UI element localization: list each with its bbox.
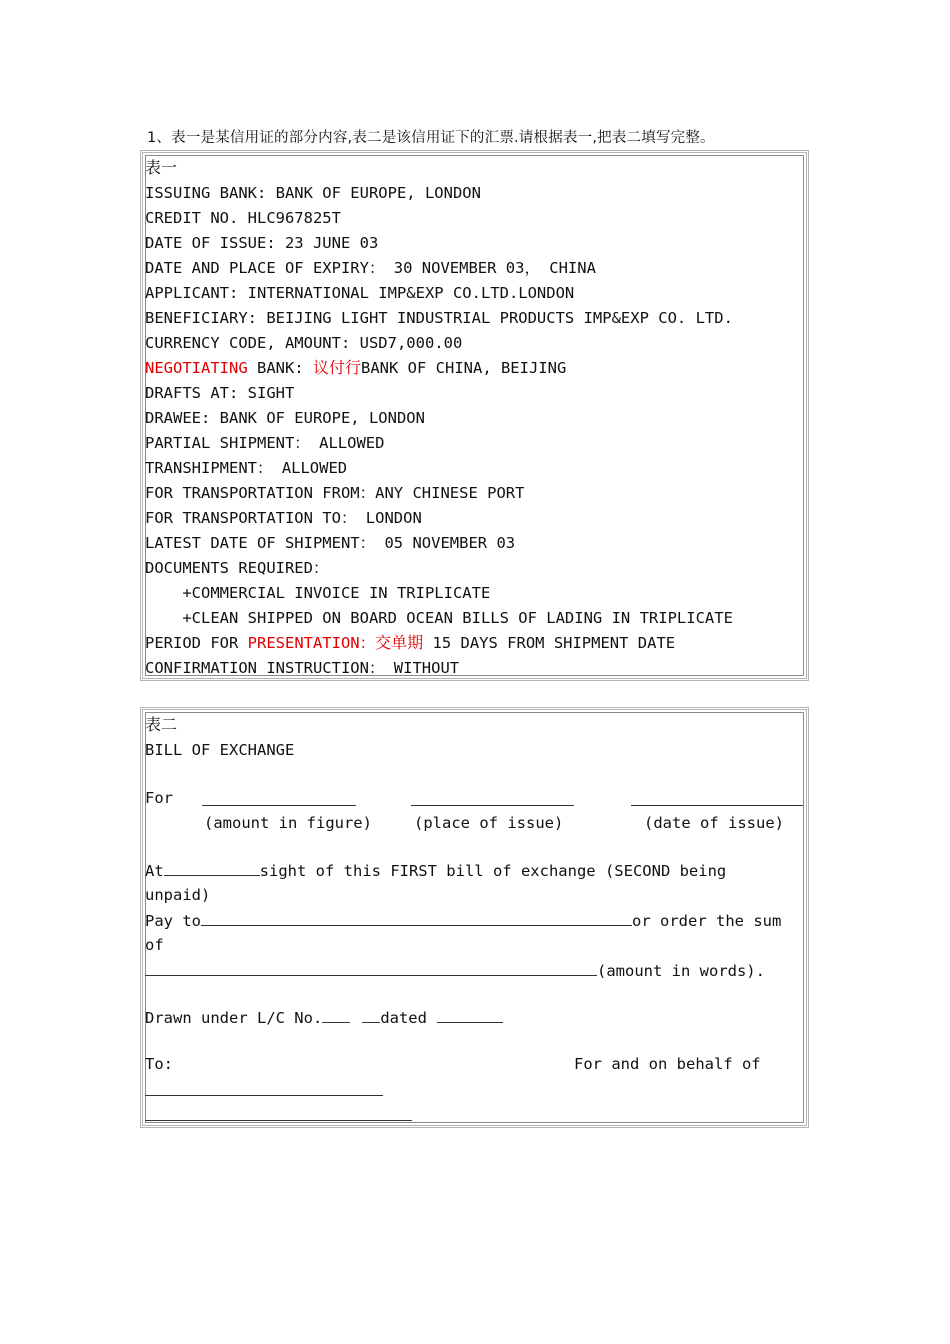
bill-title: BILL OF EXCHANGE (145, 741, 295, 759)
drawee: DRAWEE: BANK OF EUROPE, LONDON (145, 409, 425, 427)
negotiating-bank-label: BANK: (247, 359, 313, 377)
behalf-label: For and on behalf of (574, 1055, 761, 1073)
negotiating-cn-note: 议付行 (312, 358, 361, 377)
presentation-cn-note: 交单期 (375, 633, 424, 652)
at-label: At (145, 862, 164, 880)
pay-to-label: Pay to (145, 912, 201, 930)
place-issue-label: (place of issue) (414, 814, 564, 832)
to-label: To: (145, 1055, 173, 1073)
dated-label: dated (380, 1009, 427, 1027)
sight-text: sight of this FIRST bill of exchange (SECOND being (259, 862, 727, 880)
lc-no-blank[interactable] (322, 1007, 350, 1023)
beneficiary: BENEFICIARY: BEIJING LIGHT INDUSTRIAL PRODUCTS IMP&EXP CO. LTD. (145, 309, 733, 327)
doc-bills-of-lading: +CLEAN SHIPPED ON BOARD OCEAN BILLS OF LADING IN TRIPLICATE (145, 609, 733, 627)
tenor-blank[interactable] (164, 860, 260, 876)
currency-amount: CURRENCY CODE, AMOUNT: USD7,000.00 (145, 334, 463, 352)
unpaid-text: unpaid) (145, 886, 211, 904)
amount-figure-label: (amount in figure) (204, 814, 372, 832)
period-prefix: PERIOD FOR (145, 634, 248, 652)
transport-from: FOR TRANSPORTATION FROM：ANY CHINESE PORT (145, 484, 525, 502)
credit-no: CREDIT NO. HLC967825T (145, 209, 341, 227)
doc-commercial-invoice: +COMMERCIAL INVOICE IN TRIPLICATE (145, 584, 491, 602)
dated-blank[interactable] (437, 1007, 503, 1023)
at-sight-line (145, 860, 726, 881)
table1-title: 表一 (145, 158, 178, 177)
amount-figure-blank[interactable] (202, 790, 356, 806)
period-colon: ： (359, 634, 376, 652)
for-label: For (145, 789, 173, 807)
order-sum-text: or order the sum (632, 912, 782, 930)
confirmation-instruction: CONFIRMATION INSTRUCTION： WITHOUT (145, 659, 460, 677)
presentation-keyword: PRESENTATION (247, 634, 360, 652)
negotiating-keyword: NEGOTIATING (145, 359, 248, 377)
drawer-blank[interactable] (145, 1105, 412, 1121)
bill-of-exchange-box (140, 707, 809, 1128)
amount-words-line (145, 960, 765, 981)
drafts-at: DRAFTS AT: SIGHT (145, 384, 295, 402)
amount-words-blank[interactable] (145, 960, 597, 976)
question-text: 1、表一是某信用证的部分内容,表二是该信用证下的汇票.请根据表一,把表二填写完整。 (147, 130, 715, 146)
expiry: DATE AND PLACE OF EXPIRY： 30 NOVEMBER 03， CHINA (145, 259, 596, 277)
applicant: APPLICANT: INTERNATIONAL IMP&EXP CO.LTD.LONDON (145, 284, 575, 302)
lc-excerpt-box (140, 150, 809, 681)
issuing-bank: ISSUING BANK: BANK OF EUROPE, LONDON (145, 184, 481, 202)
transhipment: TRANSHIPMENT： ALLOWED (145, 459, 348, 477)
latest-shipment: LATEST DATE OF SHIPMENT： 05 NOVEMBER 03 (145, 534, 516, 552)
lc-no-blank-2[interactable] (362, 1007, 380, 1023)
period-rest: 15 DAYS FROM SHIPMENT DATE (423, 634, 676, 652)
of-text: of (145, 936, 164, 954)
transport-to: FOR TRANSPORTATION TO： LONDON (145, 509, 422, 527)
drawee-blank[interactable] (145, 1080, 383, 1096)
pay-to-line (145, 910, 781, 931)
place-issue-blank[interactable] (411, 790, 574, 806)
date-of-issue: DATE OF ISSUE: 23 JUNE 03 (145, 234, 379, 252)
drawn-under-label: Drawn under L/C No. (145, 1009, 323, 1027)
drawn-under-line (145, 1007, 503, 1028)
partial-shipment: PARTIAL SHIPMENT： ALLOWED (145, 434, 385, 452)
negotiating-bank (145, 358, 566, 378)
payee-blank[interactable] (201, 910, 632, 926)
date-issue-label: (date of issue) (644, 814, 784, 832)
table2-title: 表二 (145, 715, 178, 734)
date-issue-blank[interactable] (631, 790, 803, 806)
documents-required: DOCUMENTS REQUIRED： (145, 559, 329, 577)
amount-words-label: (amount in words). (597, 962, 765, 980)
presentation-period (145, 633, 675, 653)
negotiating-bank-name: BANK OF CHINA, BEIJING (361, 359, 567, 377)
